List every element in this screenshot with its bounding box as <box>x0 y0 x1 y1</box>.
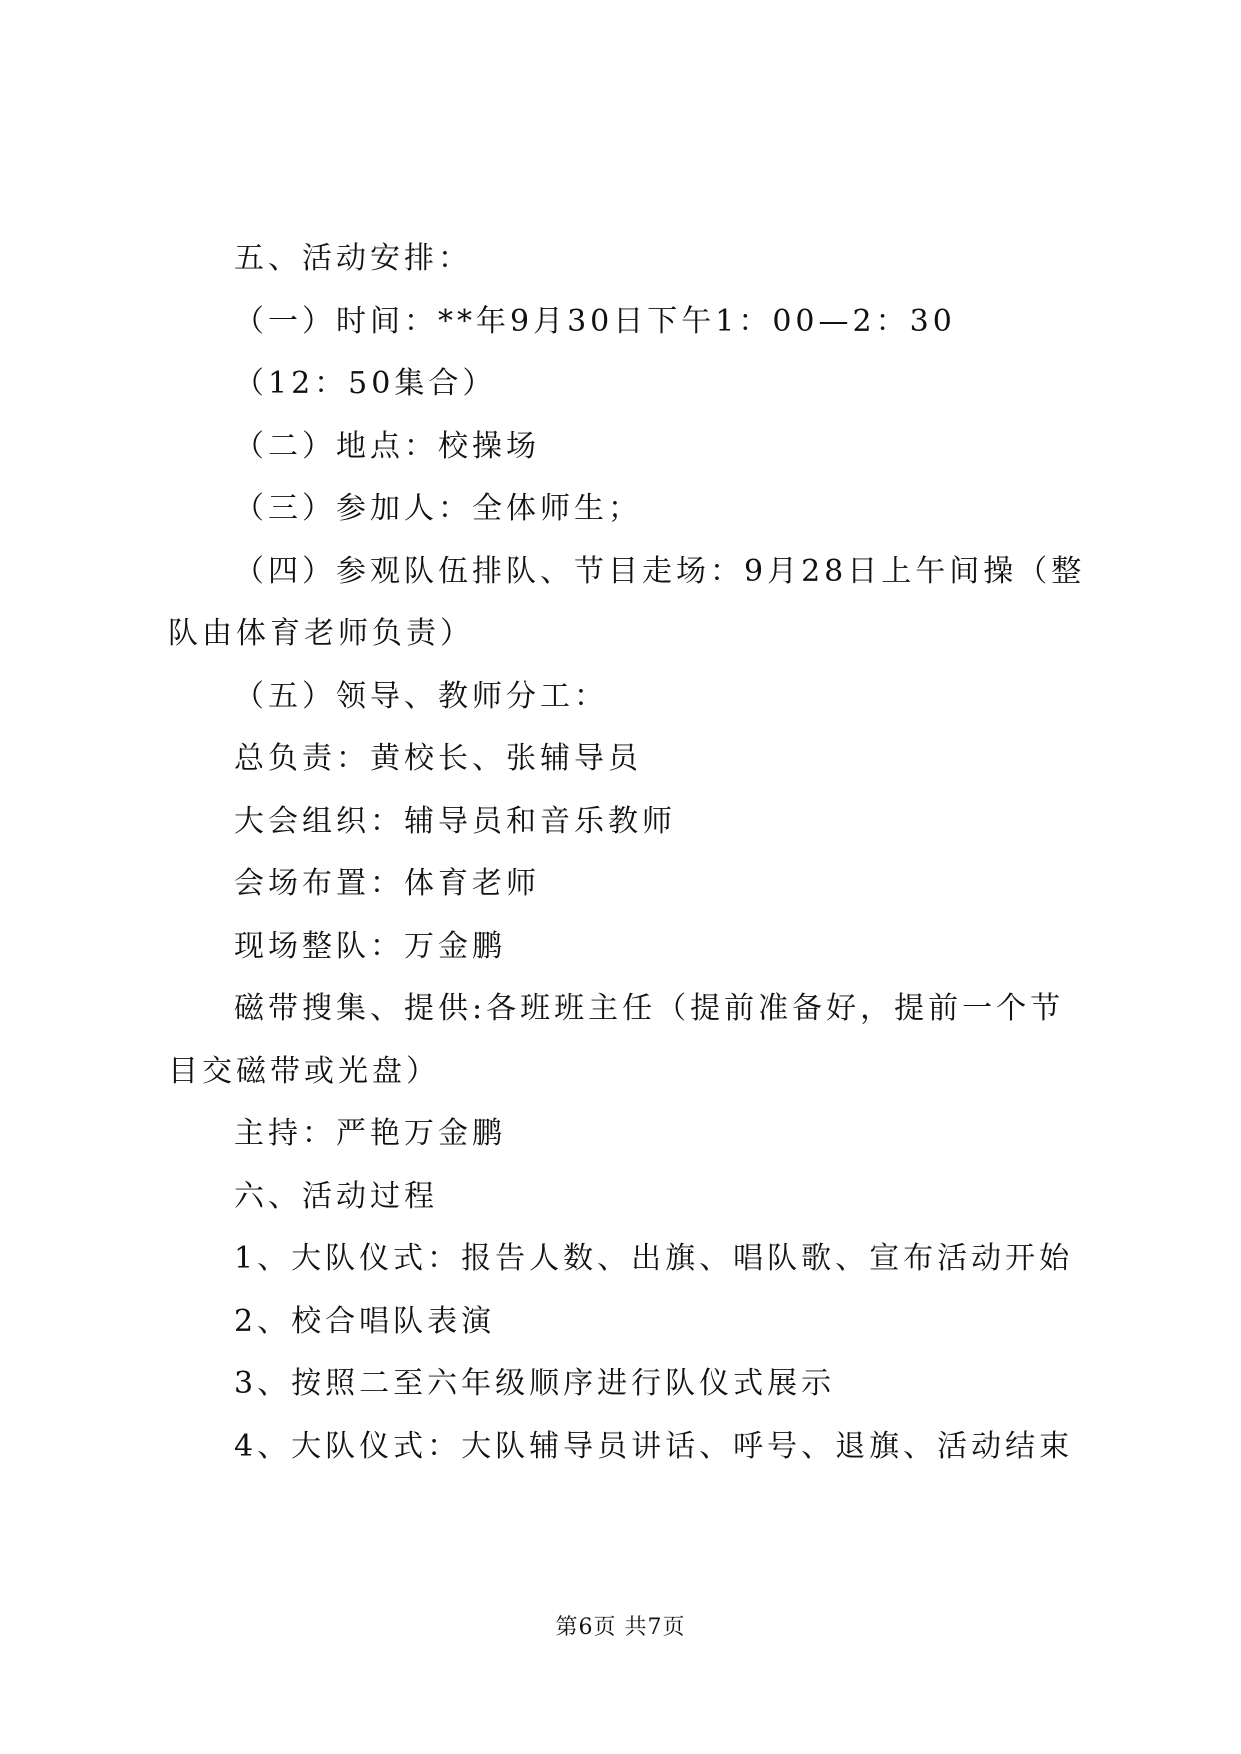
section-heading-activity-arrangement: 五、活动安排： <box>234 241 472 276</box>
paragraph-hosts: 主持：严艳万金鹏 <box>234 1116 506 1151</box>
process-item-1: 1、大队仪式：报告人数、出旗、唱队歌、宣布活动开始 <box>234 1241 1074 1276</box>
paragraph-venue-setup: 会场布置：体育老师 <box>234 866 540 901</box>
process-item-3: 3、按照二至六年级顺序进行队仪式展示 <box>234 1366 836 1401</box>
document-body <box>168 228 1093 1478</box>
paragraph-participants: （三）参加人：全体师生； <box>234 491 642 526</box>
paragraph-general-lead: 总负责：黄校长、张辅导员 <box>234 741 642 776</box>
paragraph-time: （一）时间：**年9月30日下午1：00—2：30 <box>234 303 956 339</box>
process-item-2: 2、校合唱队表演 <box>234 1303 496 1339</box>
paragraph-assembly-time: （12：50集合） <box>234 366 497 401</box>
process-item-4: 4、大队仪式：大队辅导员讲话、呼号、退旗、活动结束 <box>234 1428 1074 1464</box>
page-number-footer: 第6页 共7页 <box>555 1615 686 1640</box>
paragraph-rehearsal: （四）参观队伍排队、节目走场：9月28日上午间操（整队由体育老师负责） <box>168 553 1086 651</box>
paragraph-tape-collection: 磁带搜集、提供:各班班主任（提前准备好，提前一个节目交磁带或光盘） <box>168 991 1065 1089</box>
paragraph-division-of-labor: （五）领导、教师分工： <box>234 678 608 714</box>
section-heading-activity-process: 六、活动过程 <box>234 1178 438 1214</box>
paragraph-location: （二）地点：校操场 <box>234 428 540 464</box>
paragraph-onsite-line-up: 现场整队：万金鹏 <box>234 928 506 964</box>
paragraph-meeting-organization: 大会组织：辅导员和音乐教师 <box>234 803 676 839</box>
